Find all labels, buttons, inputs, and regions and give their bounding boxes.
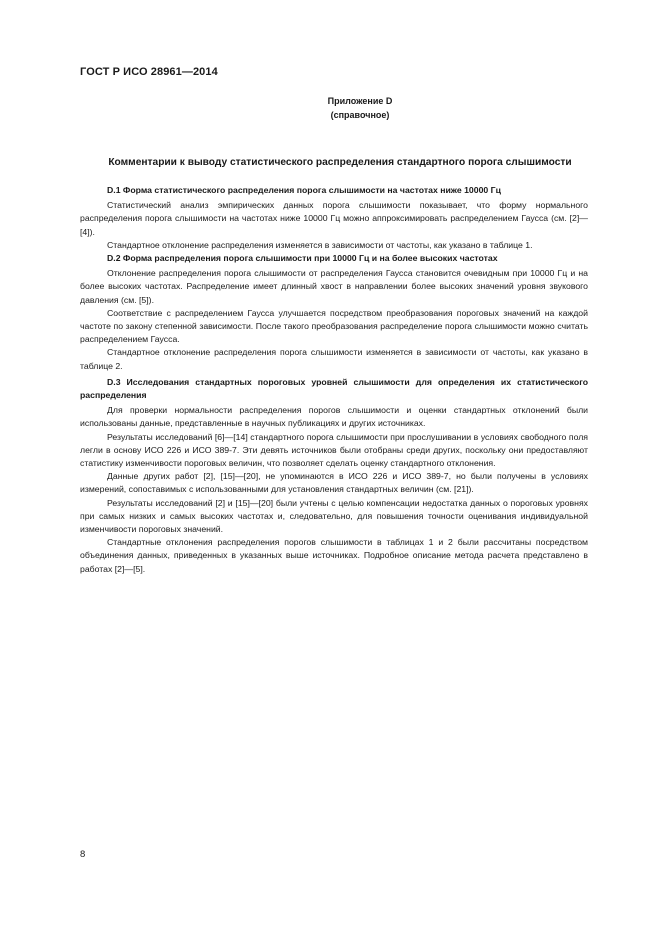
paragraph: Стандартное отклонение распределения порога слышимости изменяется в зависимости от частоты, как указано в таблице 2.: [80, 347, 588, 371]
paragraph: Стандартные отклонения распределения порогов слышимости в таблицах 1 и 2 были рассчитаны посредством объединения данных, приведенных в указанных выше источниках. Подробное описание метода расчета представлено в работах [2]—[5].: [80, 537, 588, 574]
paragraph: Стандартное отклонение распределения изменяется в зависимости от частоты, как указано в таблице 1.: [107, 239, 533, 250]
paragraph: Для проверки нормальности распределения порогов слышимости и оценки стандартных отклонений были использованы данные, представленные в научных публикациях и других источниках.: [80, 405, 588, 429]
paragraph: Результаты исследований [2] и [15]—[20] были учтены с целью компенсации недостатка данных о пороговых уровнях при самых низких и самых высоких частотах и, следовательно, для повышения точности оценивания индивидуальной изменчивости пороговых значений.: [80, 497, 588, 535]
paragraph: Данные других работ [2], [15]—[20], не упоминаются в ИСО 226 и ИСО 389-7, но были получены в условиях измерений, сопоставимых с использованными для установления стандартных величин (см. [21]).: [80, 471, 588, 495]
subsection-heading-d2: D.2 Форма распределения порога слышимости при 10000 Гц и на более высоких частотах: [107, 253, 498, 264]
paragraph: Соответствие с распределением Гаусса улучшается посредством преобразования пороговых значений на каждой частоте по закону степенной зависимости. После такого преобразования распределение порога слышимости можно считать распределением Гаусса.: [80, 307, 588, 345]
annex-type: (справочное): [330, 110, 390, 120]
subsection-heading-d1: D.1 Форма статистического распределения порога слышимости на частотах ниже 10000 Гц: [107, 185, 501, 195]
paragraph: Статистический анализ эмпирических данных порога слышимости показывает, что форму нормального распределения порога слышимости на частотах ниже 10000 Гц можно аппроксимировать распределением Гаусса (см. [2]—[4]).: [80, 200, 588, 237]
section-title: Комментарии к выводу статистического распределения стандартного порога слышимости: [108, 157, 572, 168]
paragraph: Отклонение распределения порога слышимости от распределения Гаусса становится очевидным при 10000 Гц и на более высоких частотах. Распределение имеет длинный хвост в направлении более высоких значений уровня звукового давления (см. [5]).: [80, 268, 588, 305]
page-number: 8: [80, 849, 86, 860]
annex-title: Приложение D: [327, 96, 393, 106]
body-text: [80, 184, 588, 576]
document-header: ГОСТ Р ИСО 28961—2014: [80, 66, 218, 78]
subsection-heading-d3: D.3 Исследования стандартных пороговых уровней слышимости для определения их статистического распределения: [80, 376, 588, 401]
paragraph: Результаты исследований [6]—[14] стандартного порога слышимости при прослушивании в условиях свободного поля легли в основу ИСО 226 и ИСО 389-7. Эти девять источников были отобраны среди других, поскольку они предоставляют статистику изменчивости пороговых величин, что позволяет сделать оценку стандартного отклонения.: [80, 431, 588, 469]
annex-heading: [300, 94, 420, 122]
